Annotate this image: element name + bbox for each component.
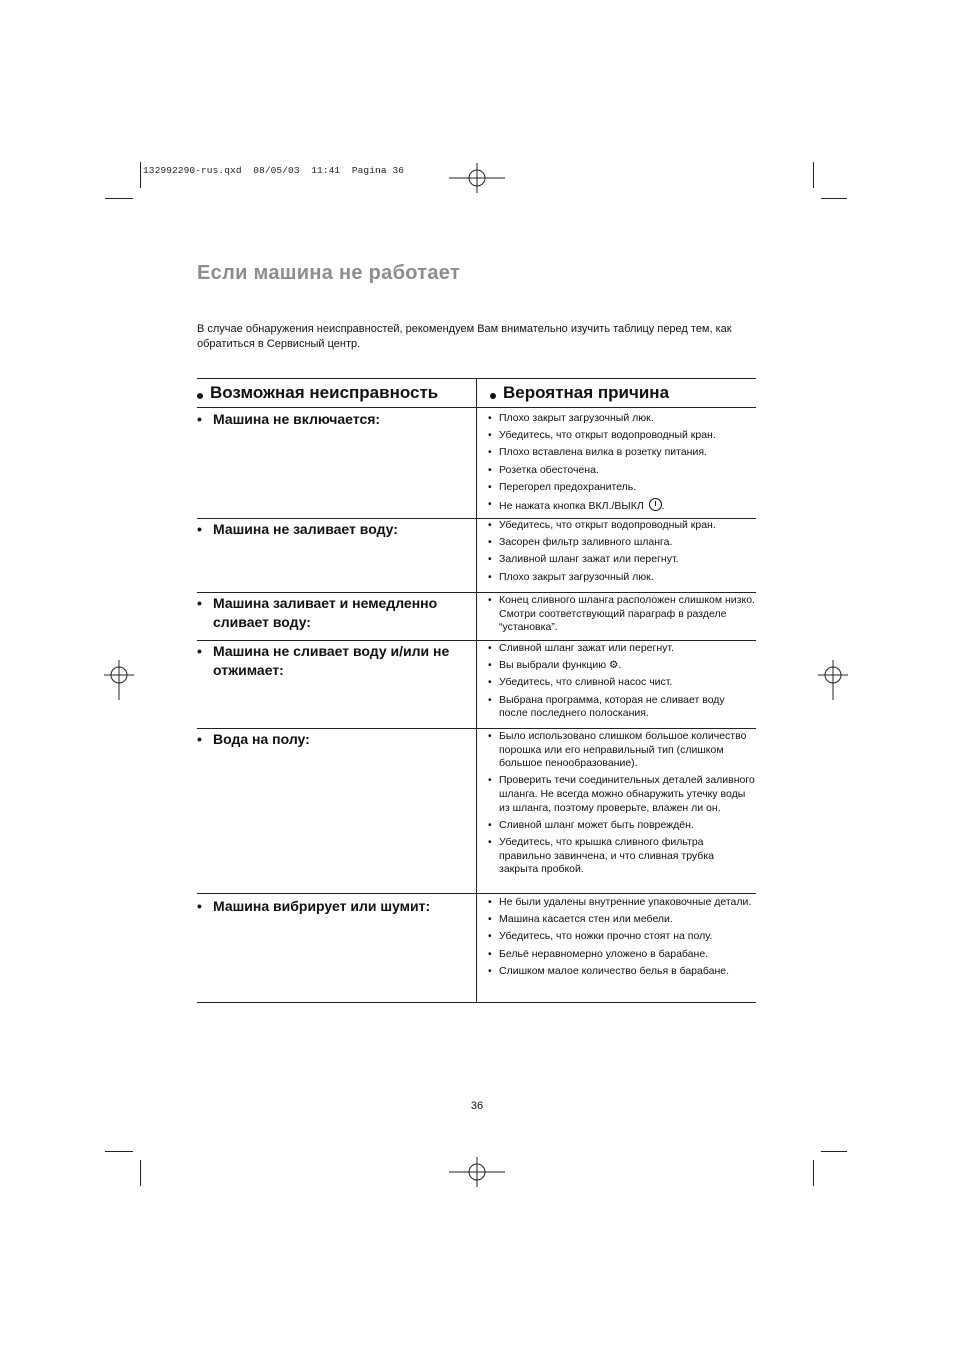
cause-item: • Убедитесь, что сливной насос чист. xyxy=(487,676,756,690)
cause-item: • Бельё неравномерно уложено в барабане. xyxy=(487,948,756,962)
page-number: 36 xyxy=(470,1100,484,1112)
bullet-icon: • xyxy=(197,643,202,659)
bullet-icon: • xyxy=(197,521,202,537)
crop-mark xyxy=(105,1151,133,1152)
fault-text: Машина заливает и немедленно сливает воду: xyxy=(213,595,438,630)
fault-cell xyxy=(197,594,472,632)
registration-mark-bottom xyxy=(449,1157,505,1187)
cause-list xyxy=(487,730,756,880)
registration-mark-left xyxy=(104,660,134,700)
cause-list xyxy=(487,642,756,724)
cause-item: • Убедитесь, что открыт водопроводный кран. xyxy=(487,429,756,443)
cause-list xyxy=(487,594,756,638)
bullet-icon: • xyxy=(197,595,202,611)
header-fault-label: Возможная неисправность xyxy=(210,382,439,402)
fault-text: Машина не сливает воду и/или не отжимает: xyxy=(213,643,450,678)
power-button-icon xyxy=(649,498,662,511)
cause-item: • Плохо вставлена вилка в розетку питания. xyxy=(487,446,756,460)
cause-list xyxy=(487,519,756,588)
fault-text: Машина не заливает воду: xyxy=(213,521,398,537)
cause-item: • Не были удалены внутренние упаковочные детали. xyxy=(487,896,756,910)
bullet-icon xyxy=(490,393,496,399)
fault-cell xyxy=(197,730,472,749)
cause-list xyxy=(487,896,756,982)
cause-item: • Убедитесь, что ножки прочно стоят на полу. xyxy=(487,930,756,944)
header-cause-label: Вероятная причина xyxy=(503,382,670,402)
header-fault xyxy=(197,378,438,407)
crop-mark xyxy=(813,162,814,188)
cause-text: Не нажата кнопка ВКЛ./ВЫКЛ xyxy=(499,499,644,512)
intro-paragraph: В случае обнаружения неисправностей, рекомендуем Вам внимательно изучить таблицу перед тем, как обратиться в Сервисный центр. xyxy=(197,323,732,350)
cause-item: • Плохо закрыт загрузочный люк. xyxy=(487,412,756,426)
crop-mark xyxy=(140,1160,141,1186)
fault-cell xyxy=(197,410,472,429)
print-slug: 132992290-rus.qxd 08/05/03 11:41 Pagina 36 xyxy=(143,165,405,176)
cause-item: • Слишком малое количество белья в барабане. xyxy=(487,965,756,979)
cause-list xyxy=(487,412,756,517)
header-cause xyxy=(490,378,669,407)
registration-mark-right xyxy=(818,660,848,700)
cause-item: • Плохо закрыт загрузочный люк. xyxy=(487,571,756,585)
cause-item: • Перегорел предохранитель. xyxy=(487,481,756,495)
fault-cell xyxy=(197,520,472,539)
cause-item: • Заливной шланг зажат или перегнут. xyxy=(487,553,756,567)
fault-cell xyxy=(197,897,472,916)
cause-item: • Розетка обесточена. xyxy=(487,464,756,478)
bullet-icon: • xyxy=(197,411,202,427)
crop-mark xyxy=(140,162,141,188)
cause-item: • Вы выбрали функцию ⚙. xyxy=(487,659,756,673)
crop-mark xyxy=(813,1160,814,1186)
fault-text: Машина вибрирует или шумит: xyxy=(213,898,431,914)
column-divider xyxy=(476,378,477,1003)
registration-mark-top xyxy=(449,163,505,193)
crop-mark xyxy=(105,198,133,199)
cause-item: • Сливной шланг зажат или перегнут. xyxy=(487,642,756,656)
cause-item: • Засорен фильтр заливного шланга. xyxy=(487,536,756,550)
fault-text: Вода на полу: xyxy=(213,731,310,747)
cause-item: • Сливной шланг может быть повреждён. xyxy=(487,819,756,833)
cause-item: • Машина касается стен или мебели. xyxy=(487,913,756,927)
bullet-icon: • xyxy=(197,731,202,747)
fault-text: Машина не включается: xyxy=(213,411,381,427)
crop-mark xyxy=(821,198,847,199)
fault-cell xyxy=(197,642,472,680)
cause-item: • Выбрана программа, которая не сливает воду после последнего полоскания. xyxy=(487,694,756,721)
cause-item: • Не нажата кнопка ВКЛ./ВЫКЛ . xyxy=(487,498,756,514)
crop-mark xyxy=(821,1151,847,1152)
bullet-icon xyxy=(197,393,203,399)
cause-item: • Убедитесь, что крышка сливного фильтра правильно завинчена, и что сливная трубка закрыта пробкой. xyxy=(487,836,756,877)
page-title: Если машина не работает xyxy=(197,262,461,284)
cause-item: • Конец сливного шланга расположен слишком низко. Смотри соответствующий параграф в разделе “установка”. xyxy=(487,594,756,635)
cause-item: • Убедитесь, что открыт водопроводный кран. xyxy=(487,519,756,533)
bullet-icon: • xyxy=(197,898,202,914)
cause-item: • Было использовано слишком большое количество порошка или его неправильный тип (слишком большое пенообразование). xyxy=(487,730,756,771)
cause-item: • Проверить течи соединительных деталей заливного шланга. Не всегда можно обнаружить утечку воды из шланга, поэтому проверьте, влажен ли он. xyxy=(487,774,756,815)
